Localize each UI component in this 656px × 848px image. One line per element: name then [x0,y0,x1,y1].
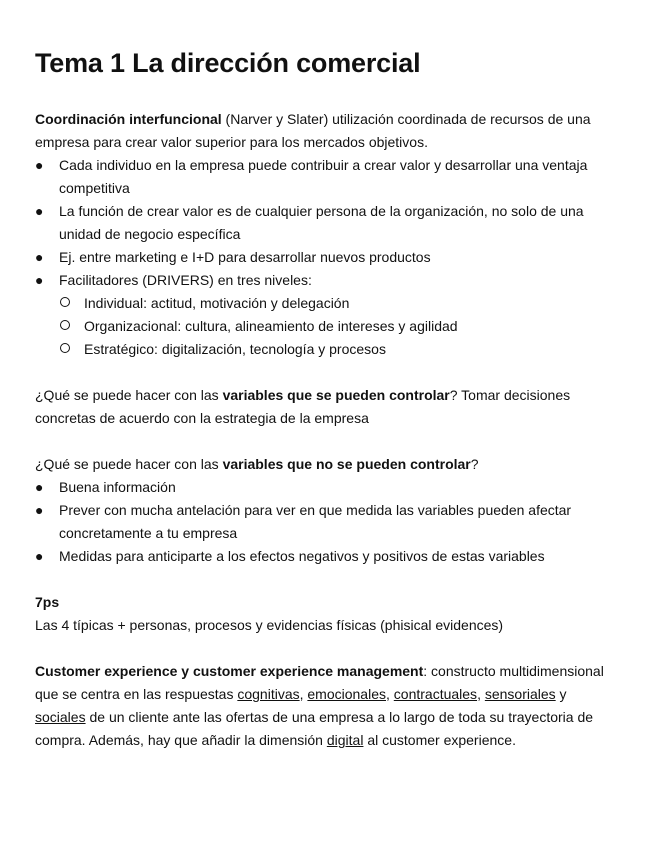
bullet-icon: ● [35,203,44,219]
underlined-term: cognitivas [237,686,300,702]
circle-bullet-icon [60,320,70,330]
text-run: y [555,686,567,702]
bullet-icon: ● [35,249,44,265]
underlined-term: emocionales [307,686,386,702]
seven-ps-heading [35,591,620,614]
underlined-term: contractuales [393,686,478,702]
bullet-icon: ● [35,502,44,518]
coordination-paragraph [35,108,620,154]
uncontrollable-bullet-list [35,476,620,568]
list-item-text: Ej. entre marketing e I+D para desarrollar nuevos productos [59,249,431,265]
sub-list-item [35,315,620,338]
list-item [35,476,620,499]
spacer [35,430,620,453]
list-item-text: Buena información [59,479,176,495]
spacer [35,637,620,660]
bullet-icon: ● [35,157,44,173]
seven-ps-paragraph: Las 4 típicas + personas, procesos y evidencias físicas (phisical evidences) [35,617,504,633]
circle-bullet-icon [60,297,70,307]
underlined-term: digital [326,732,364,748]
drivers-sub-list [35,292,620,361]
list-item [35,499,620,545]
question-text: ¿Qué se puede hacer con las [35,387,223,403]
list-item-text: Prever con mucha antelación para ver en que medida las variables pueden afectar concretamente a tu empresa [59,502,572,541]
sub-list-item [35,292,620,315]
list-item [35,246,620,269]
bullet-icon: ● [35,479,44,495]
customer-experience-paragraph [35,660,620,752]
text-run: , [477,686,485,702]
coordination-definition: (Narver y Slater) utilización coordinada de recursos de una empresa para crear valor superior para los mercados objetivos. [35,111,591,150]
spacer [35,568,620,591]
text-run: , [299,686,308,702]
coordination-bullet-list [35,154,620,292]
sub-list-item-text: Estratégico: digitalización, tecnología y procesos [84,341,386,357]
text-run: : constructo multidimensional que se centra en las respuestas [35,663,604,702]
list-item-text: Medidas para anticiparte a los efectos negativos y positivos de estas variables [59,548,545,564]
uncontrollable-variables-term: variables que no se pueden controlar [222,456,471,472]
bullet-icon: ● [35,548,44,564]
sub-list-item [35,338,620,361]
list-item-text: Cada individuo en la empresa puede contribuir a crear valor y desarrollar una ventaja competitiva [59,157,588,196]
circle-bullet-icon [60,343,70,353]
list-item [35,269,620,292]
text-run: , [386,686,394,702]
text-run: al customer experience. [363,732,516,748]
bullet-icon: ● [35,272,44,288]
page-title: Tema 1 La dirección comercial [35,48,421,78]
coordination-term: Coordinación interfuncional [35,111,222,127]
uncontrollable-variables-paragraph [35,453,620,476]
list-item-text: Facilitadores (DRIVERS) en tres niveles: [59,272,312,288]
list-item-text: La función de crear valor es de cualquier persona de la organización, no solo de una unidad de negocio específica [59,203,584,242]
customer-experience-term: Customer experience y customer experience management [35,663,424,679]
seven-ps-term: 7ps [35,594,60,610]
spacer [35,361,620,384]
controllable-variables-paragraph [35,384,620,430]
underlined-term: sensoriales [484,686,556,702]
list-item [35,200,620,246]
list-item [35,545,620,568]
answer-text: ? Tomar decisiones concretas de acuerdo con la estrategia de la empresa [35,387,571,426]
controllable-variables-term: variables que se pueden controlar [222,387,450,403]
list-item [35,154,620,200]
underlined-term: sociales [35,709,86,725]
question-text: ¿Qué se puede hacer con las [35,456,223,472]
question-mark: ? [470,456,479,472]
sub-list-item-text: Individual: actitud, motivación y delegación [84,295,350,311]
sub-list-item-text: Organizacional: cultura, alineamiento de intereses y agilidad [84,318,458,334]
text-run: de un cliente ante las ofertas de una empresa a lo largo de toda su trayectoria de compra. Además, hay que añadir la dimensión [35,709,594,748]
